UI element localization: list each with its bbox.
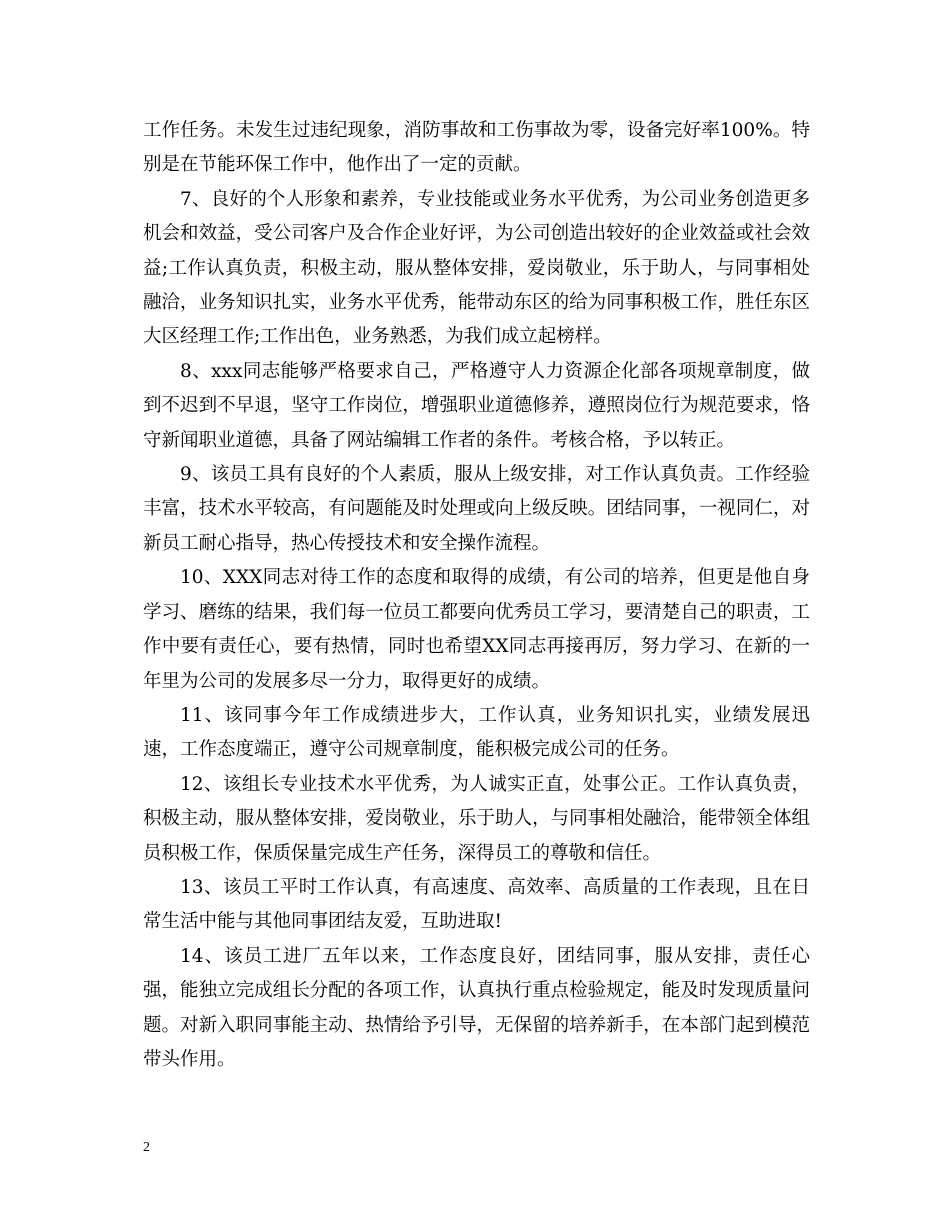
paragraph-10: 10、XXX同志对待工作的态度和取得的成绩，有公司的培养，但更是他自身学习、磨练的结果，我们每一位员工都要向优秀员工学习，要清楚自己的职责，工作中要有责任心，要有热情，同时也希望XX同志再接再厉，努力学习、在新的一年里为公司的发展多尽一分力，取得更好的成绩。 bbox=[143, 567, 810, 692]
paragraph-6-continued: 工作任务。未发生过违纪现象，消防事故和工伤事故为零，设备完好率100%。特别是在节能环保工作中，他作出了一定的贡献。 bbox=[143, 120, 810, 176]
paragraph-7: 7、良好的个人形象和素养，专业技能或业务水平优秀，为公司业务创造更多机会和效益，受公司客户及合作企业好评，为公司创造出较好的企业效益或社会效益;工作认真负责，积极主动，服从整体安排，爱岗敬业，乐于助人，与同事相处融洽，业务知识扎实，业务水平优秀，能带动东区的给为同事积极工作，胜任东区大区经理工作;工作出色，业务熟悉，为我们成立起榜样。 bbox=[143, 188, 810, 348]
paragraph-14: 14、该员工进厂五年以来，工作态度良好，团结同事，服从安排，责任心强，能独立完成组长分配的各项工作，认真执行重点检验规定，能及时发现质量问题。对新入职同事能主动、热情给予引导，无保留的培养新手，在本部门起到模范带头作用。 bbox=[143, 945, 810, 1070]
paragraph-13: 13、该员工平时工作认真，有高速度、高效率、高质量的工作表现，且在日常生活中能与其他同事团结友爱，互助进取! bbox=[143, 876, 810, 933]
paragraph-12: 12、该组长专业技术水平优秀，为人诚实正直，处事公正。工作认真负责，积极主动，服从整体安排，爱岗敬业，乐于助人，与同事相处融洽，能带领全体组员积极工作，保质保量完成生产任务，深得员工的尊敬和信任。 bbox=[143, 773, 810, 864]
page-number: 2 bbox=[143, 1140, 150, 1155]
paragraph-11: 11、该同事今年工作成绩进步大，工作认真，业务知识扎实，业绩发展迅速，工作态度端正，遵守公司规章制度，能积极完成公司的任务。 bbox=[143, 704, 810, 761]
document-body bbox=[143, 114, 810, 1077]
paragraph-8: 8、xxx同志能够严格要求自己，严格遵守人力资源企化部各项规章制度，做到不迟到不早退，坚守工作岗位，增强职业道德修养，遵照岗位行为规范要求，恪守新闻职业道德，具备了网站编辑工作者的条件。考核合格，予以转正。 bbox=[143, 360, 810, 451]
paragraph-9: 9、该员工具有良好的个人素质，服从上级安排，对工作认真负责。工作经验丰富，技术水平较高，有问题能及时处理或向上级反映。团结同事，一视同仁，对新员工耐心指导，热心传授技术和安全操作流程。 bbox=[143, 464, 810, 554]
